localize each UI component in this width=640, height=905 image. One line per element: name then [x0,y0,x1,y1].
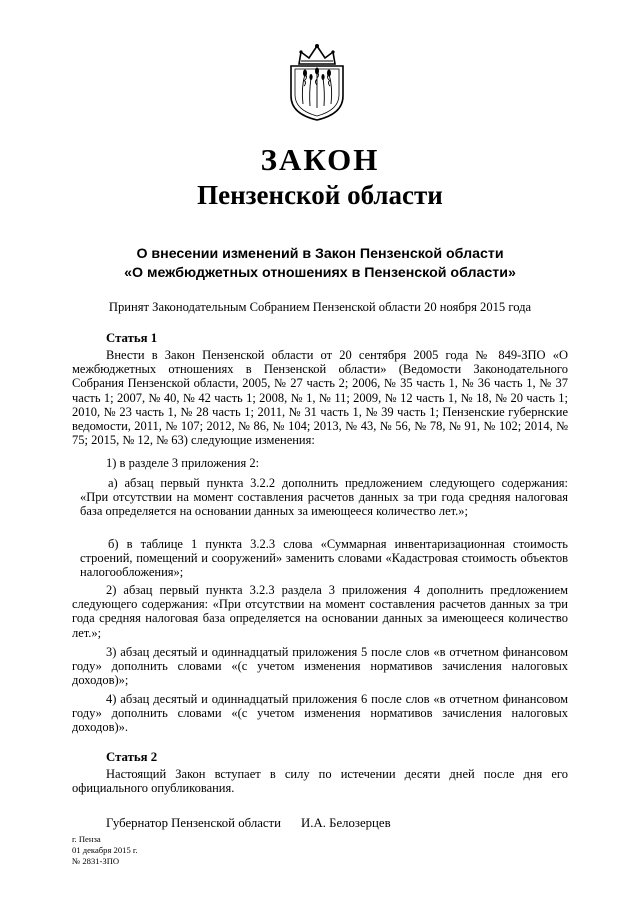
law-number: № 2831-ЗПО [72,856,120,866]
coat-of-arms-icon [285,42,349,122]
article-1-intro: Внести в Закон Пензенской области от 20 сентября 2005 года № 849-ЗПО «О межбюджетных отношениях в Пензенской области» (Ведомости Законодательного Собрания Пензенской области, 2005, № 27 часть 2; 2006, № 35 часть 1, № 36 часть 1, № 37 часть 1; 2007, № 40, № 42 часть 1; 2008, № 1, № 11; 2009, № 12 часть 1, № 18, № 20 часть 1; 2010, № 23 часть 1, № 28 часть 1; 2011, № 31 часть 1, № 39 часть 1; Пензенские губернские ведомости, 2011, № 107; 2012, № 86, № 104; 2013, № 43, № 56, № 78, № 91, № 102; 2014, № 75; 2015, № 12, № 63) следующие изменения: [72,348,568,448]
law-heading-line-1: О внесении изменений в Закон Пензенской области [136,246,504,262]
article-2-text: Настоящий Закон вступает в силу по истечении десяти дней после дня его официального опубликования. [72,767,568,796]
signing-city: г. Пенза [72,834,101,844]
signature-line [106,815,391,831]
article-1-item-1: 1) в разделе 3 приложения 2: [106,456,260,470]
article-1-title: Статья 1 [106,331,158,345]
article-1-item-4: 4) абзац десятый и одиннадцатый приложения 6 после слов «в отчетном финансовом году» дополнить словами «(с учетом изменения нормативов зачисления налоговых доходов)». [72,692,568,735]
signing-date: 01 декабря 2015 г. [72,845,138,855]
document-type-title: ЗАКОН [260,142,380,177]
article-1-item-1a: а) абзац первый пункта 3.2.2 дополнить предложением следующего содержания: «При отсутствии на момент составления расчетов данных за три года средняя налоговая база определяется на основании данных за имеющееся количество лет.»; [80,476,568,519]
article-2-title: Статья 2 [106,750,158,764]
region-subtitle: Пензенской области [197,180,443,210]
law-heading-line-2: «О межбюджетных отношениях в Пензенской области» [124,265,516,281]
signatory-position: Губернатор Пензенской области [106,816,282,830]
signatory-name: И.А. Белозерцев [301,816,391,830]
article-1-item-3: 3) абзац десятый и одиннадцатый приложения 5 после слов «в отчетном финансовом году» дополнить словами «(с учетом изменения нормативов зачисления налоговых доходов)»; [72,645,568,688]
article-1-item-2: 2) абзац первый пункта 3.2.3 раздела 3 приложения 4 дополнить предложением следующего содержания: «При отсутствии на момент составления расчетов данных за три года средняя налоговая база определяется на основании данных за имеющееся количество лет.»; [72,583,568,640]
adoption-statement: Принят Законодательным Собранием Пензенской области 20 ноября 2015 года [108,300,532,314]
article-1-item-1b: б) в таблице 1 пункта 3.2.3 слова «Суммарная инвентаризационная стоимость строений, помещений и сооружений» заменить словами «Кадастровая стоимость объектов налогообложения»; [80,537,568,580]
